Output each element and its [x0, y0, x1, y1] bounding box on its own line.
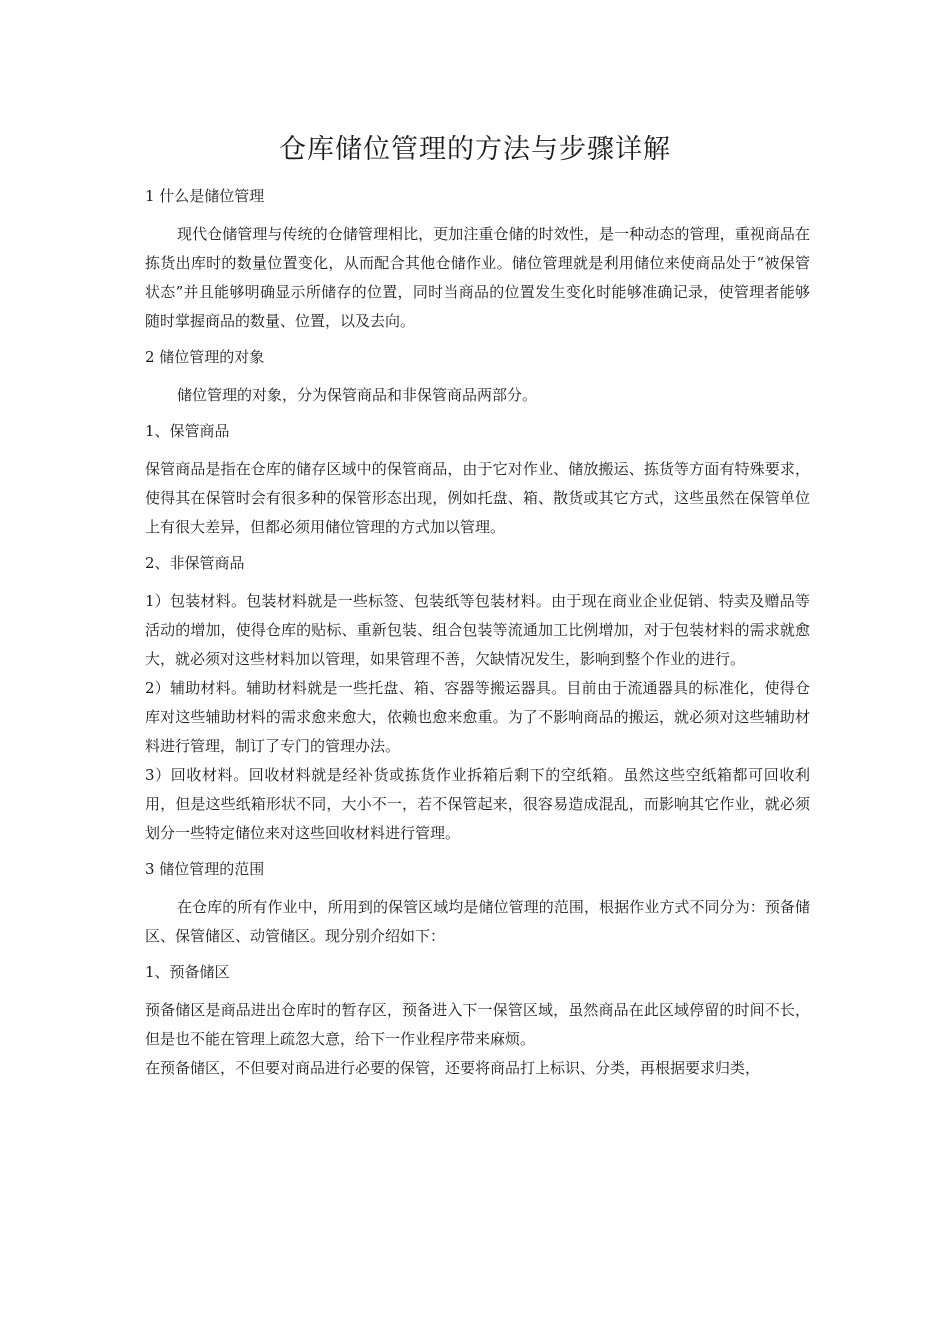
staging-area-paragraph-2: 在预备储区，不但要对商品进行必要的保管，还要将商品打上标识、分类，再根据要求归类， — [145, 1059, 761, 1077]
stored-goods-paragraph: 保管商品是指在仓库的储存区域中的保管商品，由于它对作业、储放搬运、拣货等方面有特殊要求，使得其在保管时会有很多种的保管形态出现，例如托盘、箱、散货或其它方式，这些虽然在保管单位上有很大差异，但都必须用储位管理的方式加以管理。 — [145, 460, 810, 536]
packaging-materials-item: 1）包装材料。包装材料就是一些标签、包装纸等包装材料。由于现在商业企业促销、特卖及赠品等活动的增加，使得仓库的贴标、重新包装、组合包装等流通加工比例增加，对于包装材料的需求就愈大，就必须对这些材料加以管理，如果管理不善，欠缺情况发生，影响到整个作业的进行。 — [145, 592, 810, 668]
document-title: 仓库储位管理的方法与步骤详解 — [279, 134, 671, 165]
subheading-stored-goods: 1、保管商品 — [145, 422, 230, 440]
recycled-materials-item: 3）回收材料。回收材料就是经补货或拣货作业拆箱后剩下的空纸箱。虽然这些空纸箱都可回收利用，但是这些纸箱形状不同，大小不一，若不保管起来，很容易造成混乱，而影响其它作业，就必须划分一些特定储位来对这些回收材料进行管理。 — [145, 766, 810, 842]
section-1-paragraph: 现代仓储管理与传统的仓储管理相比，更加注重仓储的时效性，是一种动态的管理，重视商品在拣货出库时的数量位置变化，从而配合其他仓储作业。储位管理就是利用储位来使商品处于“被保管状态”并且能够明确显示所储存的位置，同时当商品的位置发生变化时能够准确记录，使管理者能够随时掌握商品的数量、位置，以及去向。 — [145, 225, 810, 330]
section-3-intro: 在仓库的所有作业中，所用到的保管区域均是储位管理的范围，根据作业方式不同分为：预备储区、保管储区、动管储区。现分别介绍如下： — [145, 898, 810, 945]
section-heading-1: 1 什么是储位管理 — [145, 187, 265, 205]
subheading-staging-area: 1、预备储区 — [145, 963, 230, 981]
document-body — [145, 186, 810, 1083]
staging-area-paragraph-1: 预备储区是商品进出仓库时的暂存区，预备进入下一保管区域，虽然商品在此区域停留的时间不长，但是也不能在管理上疏忽大意，给下一作业程序带来麻烦。 — [145, 1001, 810, 1048]
section-heading-3: 3 储位管理的范围 — [145, 860, 265, 878]
section-2-intro: 储位管理的对象，分为保管商品和非保管商品两部分。 — [177, 386, 538, 404]
section-heading-2: 2 储位管理的对象 — [145, 348, 265, 366]
subheading-non-stored-goods: 2、非保管商品 — [145, 554, 245, 572]
auxiliary-materials-item: 2）辅助材料。辅助材料就是一些托盘、箱、容器等搬运器具。目前由于流通器具的标准化，使得仓库对这些辅助材料的需求愈来愈大，依赖也愈来愈重。为了不影响商品的搬运，就必须对这些辅助材料进行管理，制订了专门的管理办法。 — [145, 679, 810, 755]
